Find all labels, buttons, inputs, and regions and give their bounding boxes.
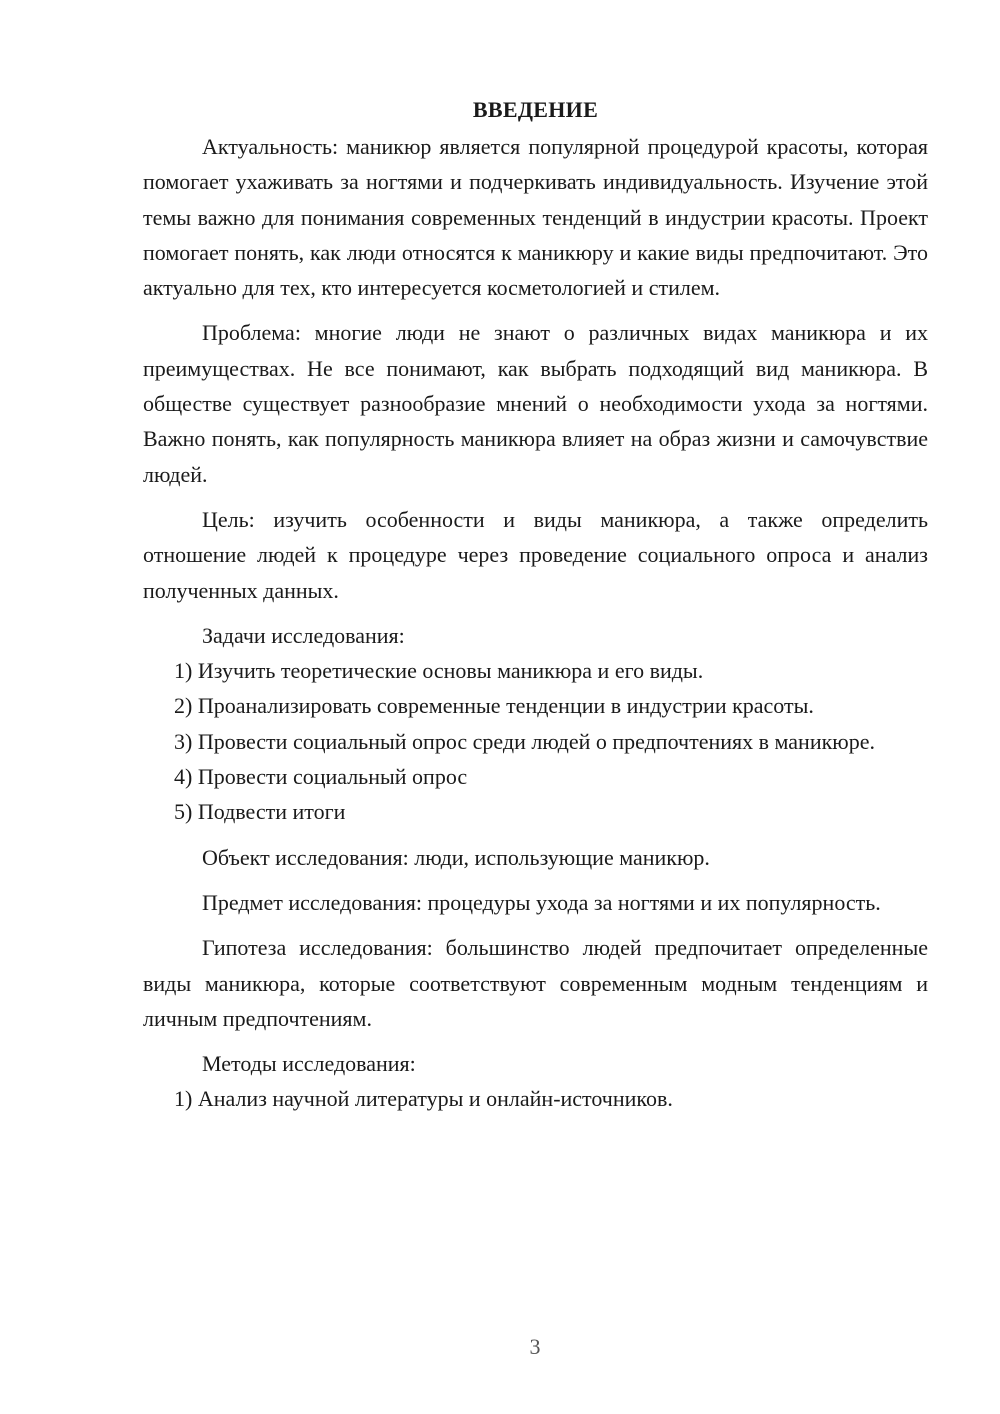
task-item-3: 3) Провести социальный опрос среди людей о предпочтениях в маникюре. — [174, 728, 875, 754]
relevance-paragraph: Актуальность: маникюр является популярной процедурой красоты, которая помогает ухаживать за ногтями и подчеркивать индивидуальность. Изучение этой темы важно для понимания современных тенденций в индустрии красоты. Проект помогает понять, как люди относятся к маникюру и какие виды предпочитают. Это актуально для тех, кто интересуется косметологией и стилем. — [143, 134, 928, 301]
task-item-2: 2) Проанализировать современные тенденции в индустрии красоты. — [174, 693, 814, 719]
task-item-1: 1) Изучить теоретические основы маникюра и его виды. — [174, 658, 704, 684]
object-paragraph: Объект исследования: люди, использующие маникюр. — [202, 844, 710, 870]
method-item-1: 1) Анализ научной литературы и онлайн-источников. — [174, 1086, 673, 1112]
page-content — [143, 92, 928, 1117]
methods-title: Методы исследования: — [202, 1051, 416, 1077]
hypothesis-paragraph: Гипотеза исследования: большинство людей предпочитает определенные виды маникюра, которые соответствуют современным модным тенденциям и личным предпочтениям. — [143, 935, 928, 1031]
page-number: 3 — [529, 1334, 541, 1359]
problem-paragraph: Проблема: многие люди не знают о различных видах маникюра и их преимуществах. Не все понимают, как выбрать подходящий вид маникюра. В обществе существует разнообразие мнений о необходимости ухода за ногтями. Важно понять, как популярность маникюра влияет на образ жизни и самочувствие людей. — [143, 320, 928, 487]
subject-paragraph: Предмет исследования: процедуры ухода за ногтями и их популярность. — [202, 889, 881, 915]
tasks-title: Задачи исследования: — [202, 622, 405, 648]
task-item-4: 4) Провести социальный опрос — [174, 764, 468, 790]
goal-paragraph: Цель: изучить особенности и виды маникюра, а также определить отношение людей к процедуре через проведение социального опроса и анализ полученных данных. — [143, 506, 928, 603]
task-item-5: 5) Подвести итоги — [174, 799, 346, 825]
page-heading: ВВЕДЕНИЕ — [472, 97, 599, 122]
